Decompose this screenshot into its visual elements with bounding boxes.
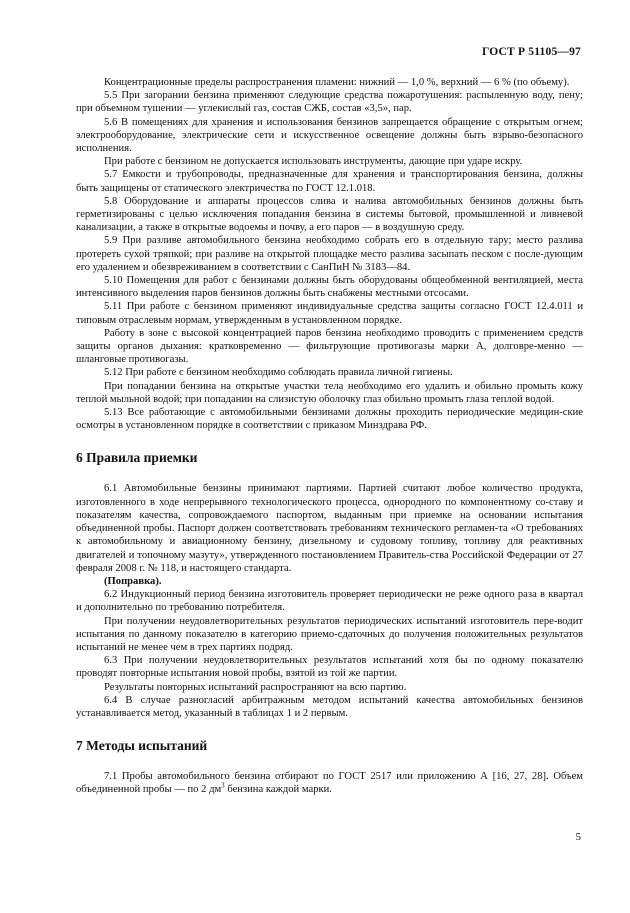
paragraph: При получении неудовлетворительных результатов периодических испытаний изготовитель пере-водит испытания по данному показателю в категорию приемо-сдаточных до получения положительных результатов испытаний не менее чем в трех партиях подряд.	[76, 615, 583, 653]
paragraph: 5.9 При разливе автомобильного бензина необходимо собрать его в отдельную тару; место разлива протереть сухой тряпкой; при разливе на открытой площадке место разлива засыпать песком с после-дующим его удалением и обезвреживанием в соответствии с СанПиН № 3183—84.	[76, 235, 583, 273]
section-7-heading: 7 Методы испытаний	[76, 738, 208, 754]
paragraph: 6.1 Автомобильные бензины принимают партиями. Партией считают любое количество продукта, изготовленного в ходе непрерывного технологического процесса, однородного по компонентному со-ставу и показателям качества, сопровождаемого паспортом, выданным при приемке на основании испытания объединенной пробы. Паспорт должен соответствовать требованиям технического регламен-та «О требованиях к автомобильному и авиационному бензину, дизельному и судовому топливу, топливу для реактивных двигателей и топочному мазуту», утвержденного постановлением Правитель-ства Российской Федерации от 27 февраля 2008 г. № 118, и настоящего стандарта.	[76, 483, 583, 574]
amendment-note: (Поправка).	[104, 575, 162, 587]
paragraph: 6.3 При получении неудовлетворительных результатов испытаний хотя бы по одному показателю проводят повторные испытания новой пробы, взятой из той же партии.	[76, 655, 583, 680]
paragraph: При попадании бензина на открытые участки тела необходимо его удалить и обильно промыть кожу теплой мыльной водой; при попадании на слизистую оболочку глаз обильно промыть глаза теплой водой.	[76, 380, 583, 405]
superscript: 3	[221, 781, 225, 790]
paragraph-text: бензина каждой марки.	[224, 784, 332, 796]
document-code-header: ГОСТ Р 51105—97	[482, 46, 581, 58]
paragraph: Концентрационные пределы распространения пламени: нижний — 1,0 %, верхний — 6 % (по объему).	[104, 77, 570, 88]
paragraph: 5.11 При работе с бензином применяют индивидуальные средства защиты согласно ГОСТ 12.4.011 и типовым отраслевым нормам, утвержденным в установленном порядке.	[76, 301, 583, 326]
paragraph: При работе с бензином не допускается использовать инструменты, дающие при ударе искру.	[104, 156, 523, 168]
paragraph: Работу в зоне с высокой концентрацией паров бензина необходимо проводить с применением средств защиты органов дыхания: кратковременно — фильтрующие противогазы марки А, долговре-менно — шланговые противогазы.	[76, 327, 583, 366]
paragraph: 5.5 При загорании бензина применяют следующие средства пожаротушения: распыленную воду, пену; при объемном тушении — углекислый газ, состав СЖБ, состав «3,5», пар.	[76, 90, 583, 115]
paragraph-text: 7.1 Пробы автомобильного бензина отбирают по ГОСТ 2517 или приложению А [16, 27, 28]. Объем объединенной пробы — по 2 дм	[76, 771, 583, 796]
paragraph: 6.4 В случае разногласий арбитражным методом испытаний качества автомобильных бензинов устанавливается метод, указанный в таблицах 1 и 2 первым.	[76, 694, 583, 719]
paragraph: 5.6 В помещениях для хранения и использования бензинов запрещается обращение с открытым огнем; электрооборудование, электрические сети и искусственное освещение должны быть взрыво-безопасного исполнения.	[76, 116, 583, 155]
page-body	[76, 76, 583, 797]
paragraph: 5.7 Емкости и трубопроводы, предназначенные для хранения и транспортирования бензина, должны быть защищены от статического электричества по ГОСТ 12.1.018.	[76, 169, 583, 194]
paragraph: 6.2 Индукционный период бензина изготовитель проверяет периодически не реже одного раза в квартал и дополнительно по требованию потребителя.	[76, 589, 583, 614]
paragraph: 5.10 Помещения для работ с бензинами должны быть оборудованы общеобменной вентиляцией, места интенсивного выделения паров бензинов должны быть снабжены местными отсосами.	[76, 275, 583, 300]
paragraph: 5.12 При работе с бензином необходимо соблюдать правила личной гигиены.	[104, 367, 453, 379]
paragraph: Результаты повторных испытаний распространяют на всю партию.	[104, 681, 407, 693]
page-number: 5	[575, 831, 581, 843]
paragraph: 5.8 Оборудование и аппараты процессов слива и налива автомобильных бензинов должны быть герметизированы с целью исключения попадания бензина в системы бытовой, промышленной и ливневой канализации, а также в открытые водоемы и почву, а его паров — в воздушную среду.	[76, 195, 583, 234]
paragraph	[76, 770, 583, 796]
section-6-heading: 6 Правила приемки	[76, 450, 198, 466]
paragraph: 5.13 Все работающие с автомобильными бензинами должны проходить периодические медицин-ские осмотры в установленном порядке в соответствии с приказом Минздрава РФ.	[76, 407, 583, 432]
